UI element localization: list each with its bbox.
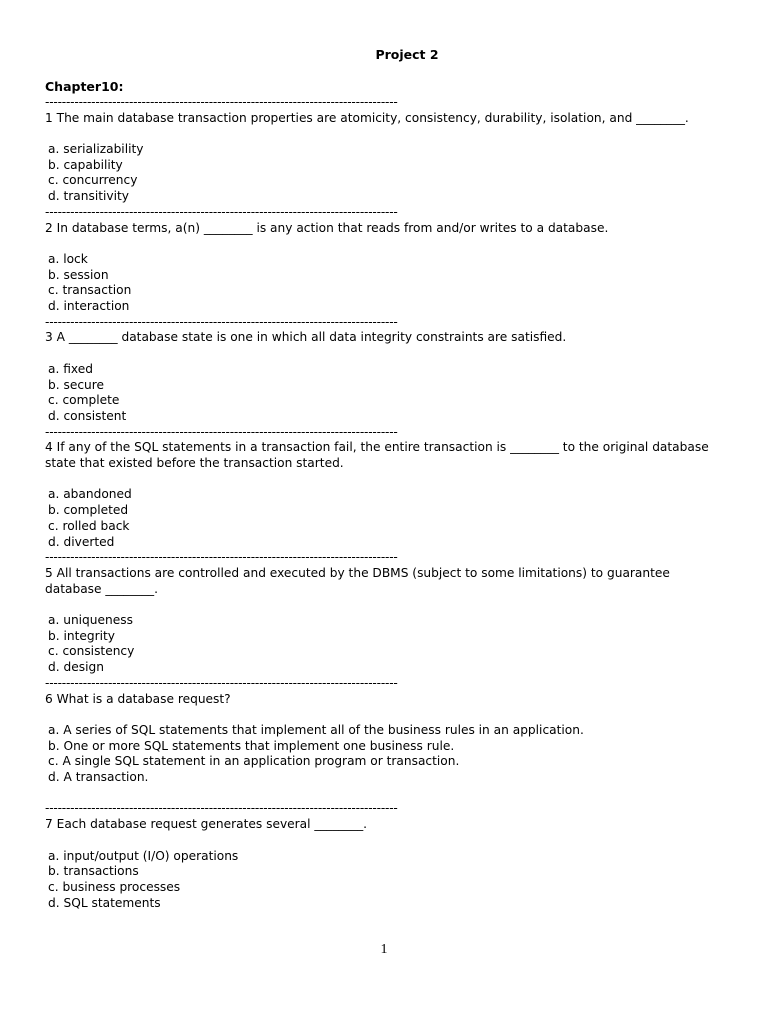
question-7-option-b: b. transactions: [48, 864, 139, 879]
chapter-heading: Chapter10:: [45, 79, 124, 94]
question-1-option-b: b. capability: [48, 157, 123, 172]
question-5-option-a: a. uniqueness: [48, 613, 133, 628]
question-4-option-d: d. diverted: [48, 534, 115, 549]
question-2-option-b: b. session: [48, 267, 109, 282]
question-7-option-d: d. SQL statements: [48, 895, 161, 910]
page-number: 1: [380, 942, 388, 957]
question-6-option-d: d. A transaction.: [48, 770, 149, 785]
section-divider: ------------------------------------------------------------------------------------: [45, 424, 398, 439]
question-3-text: 3 A ________ database state is one in which all data integrity constraints are satisfied.: [45, 330, 567, 345]
question-7-option-c: c. business processes: [48, 879, 181, 894]
question-2-option-d: d. interaction: [48, 299, 130, 314]
question-list: [45, 95, 725, 911]
question-3-option-d: d. consistent: [48, 408, 127, 423]
question-1-text: 1 The main database transaction properties are atomicity, consistency, durability, isolation, and ________.: [45, 110, 689, 125]
question-3-option-a: a. fixed: [48, 361, 93, 376]
question-5-option-c: c. consistency: [48, 644, 135, 659]
question-4-option-c: c. rolled back: [48, 518, 130, 533]
section-divider: ------------------------------------------------------------------------------------: [45, 550, 398, 565]
question-5-text: 5 All transactions are controlled and executed by the DBMS (subject to some limitations) to guarantee database ________.: [45, 565, 670, 596]
question-3-option-b: b. secure: [48, 377, 104, 392]
question-2-option-a: a. lock: [48, 251, 88, 266]
question-5-option-d: d. design: [48, 660, 104, 675]
question-1-options: [45, 142, 725, 205]
question-4-option-a: a. abandoned: [48, 487, 132, 502]
section-divider: ------------------------------------------------------------------------------------: [45, 95, 398, 109]
question-7-options: [45, 849, 725, 912]
question-6-option-c: c. A single SQL statement in an application program or transaction.: [48, 754, 460, 769]
question-5-options: [45, 613, 725, 676]
question-2-option-c: c. transaction: [48, 283, 132, 298]
question-3-option-c: c. complete: [48, 393, 120, 408]
question-1-option-a: a. serializability: [48, 142, 144, 157]
question-1-option-d: d. transitivity: [48, 189, 129, 204]
question-6-option-a: a. A series of SQL statements that implement all of the business rules in an application.: [48, 722, 584, 737]
question-4-option-b: b. completed: [48, 503, 129, 518]
question-2-options: [45, 252, 725, 315]
question-7-option-a: a. input/output (I/O) operations: [48, 848, 239, 863]
section-divider: ------------------------------------------------------------------------------------: [45, 675, 398, 690]
question-6-option-b: b. One or more SQL statements that implement one business rule.: [48, 738, 455, 753]
section-divider: ------------------------------------------------------------------------------------: [45, 801, 398, 816]
question-6-text: 6 What is a database request?: [45, 691, 231, 706]
question-4-text: 4 If any of the SQL statements in a transaction fail, the entire transaction is ________ to the original database state that existed before the transaction started.: [45, 440, 709, 471]
section-divider: ------------------------------------------------------------------------------------: [45, 314, 398, 329]
question-5-option-b: b. integrity: [48, 628, 115, 643]
section-divider: ------------------------------------------------------------------------------------: [45, 204, 398, 219]
question-2-text: 2 In database terms, a(n) ________ is any action that reads from and/or writes to a database.: [45, 220, 609, 235]
question-7-text: 7 Each database request generates several ________.: [45, 817, 368, 832]
question-4-options: [45, 487, 725, 550]
page-title: Project 2: [375, 47, 439, 62]
question-1-option-c: c. concurrency: [48, 173, 138, 188]
question-3-options: [45, 362, 725, 425]
question-6-options: [45, 723, 725, 786]
